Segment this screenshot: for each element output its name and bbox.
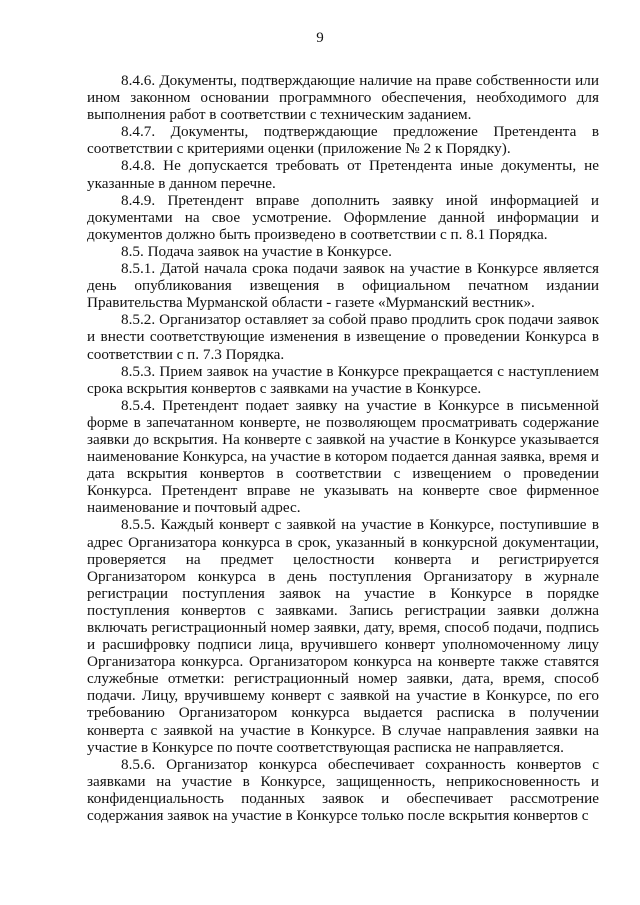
page-number: 9	[316, 30, 324, 46]
paragraph-8-5-3: 8.5.3. Прием заявок на участие в Конкурсе прекращается с наступлением срока вскрытия конвертов с заявками на участие в Конкурсе.	[87, 362, 599, 397]
paragraph-8-4-6: 8.4.6. Документы, подтверждающие наличие на праве собственности или ином законном основании программного обеспечения, необходимого для выполнения работ в соответствии с техническим заданием.	[87, 72, 599, 124]
paragraph-8-5-6: 8.5.6. Организатор конкурса обеспечивает сохранность конвертов с заявками на участие в Конкурсе, защищенность, неприкосновенность и конфиденциальность поданных заявок и обеспечивает рассмотрение содержания заявок на участие в Конкурсе только после вскрытия конвертов с	[87, 755, 599, 825]
paragraph-8-5-2: 8.5.2. Организатор оставляет за собой право продлить срок подачи заявок и внести соответствующие изменения в извещение о проведении Конкурса в соответствии с п. 7.3 Порядка.	[87, 311, 599, 363]
paragraph-8-4-8: 8.4.8. Не допускается требовать от Претендента иные документы, не указанные в данном перечне.	[87, 157, 599, 192]
document-body	[87, 72, 599, 824]
paragraph-8-5-5: 8.5.5. Каждый конверт с заявкой на участие в Конкурсе, поступившие в адрес Организатора конкурса в срок, указанный в конкурсной документации, проверяется на предмет целостности конверта и регистрируется Организатором конкурса в день поступления Организатору в журнале регистрации поступления заявок на участие в Конкурсе в порядке поступления конвертов с заявками. Запись регистрации заявки должна включать регистрационный номер заявки, дату, время, способ подачи, подпись и расшифровку подписи лица, вручившего конверт уполномоченному лицу Организатора конкурса. Организатором конкурса на конверте также ставятся служебные отметки: регистрационный номер заявки, дата, время, способ подачи. Лицу, вручившему конверт с заявкой на участие в Конкурсе, по его требованию Организатором конкурса выдается расписка в получении конверта с заявкой на участие в Конкурсе. В случае направления заявки на участие в Конкурсе по почте соответствующая расписка не направляется.	[87, 516, 599, 756]
paragraph-8-5-1: 8.5.1. Датой начала срока подачи заявок на участие в Конкурсе является день опубликования извещения в официальном печатном издании Правительства Мурманской области - газете «Мурманский вестник».	[87, 260, 599, 312]
section-heading-8-5: 8.5. Подача заявок на участие в Конкурсе.	[121, 242, 392, 260]
paragraph-8-5-4: 8.5.4. Претендент подает заявку на участие в Конкурсе в письменной форме в запечатанном конверте, не позволяющем просматривать содержание заявки до вскрытия. На конверте с заявкой на участие в Конкурсе указывается наименование Конкурса, на участие в котором подается данная заявка, время и дата вскрытия конвертов в соответствии с извещением о проведении Конкурса. Претендент вправе не указывать на конверте свое фирменное наименование и почтовый адрес.	[87, 396, 599, 517]
paragraph-8-4-7: 8.4.7. Документы, подтверждающие предложение Претендента в соответствии с критериями оценки (приложение № 2 к Порядку).	[87, 123, 599, 158]
paragraph-8-4-9: 8.4.9. Претендент вправе дополнить заявку иной информацией и документами на свое усмотрение. Оформление данной информации и документов должно быть произведено в соответствии с п. 8.1 Порядка.	[87, 191, 599, 243]
